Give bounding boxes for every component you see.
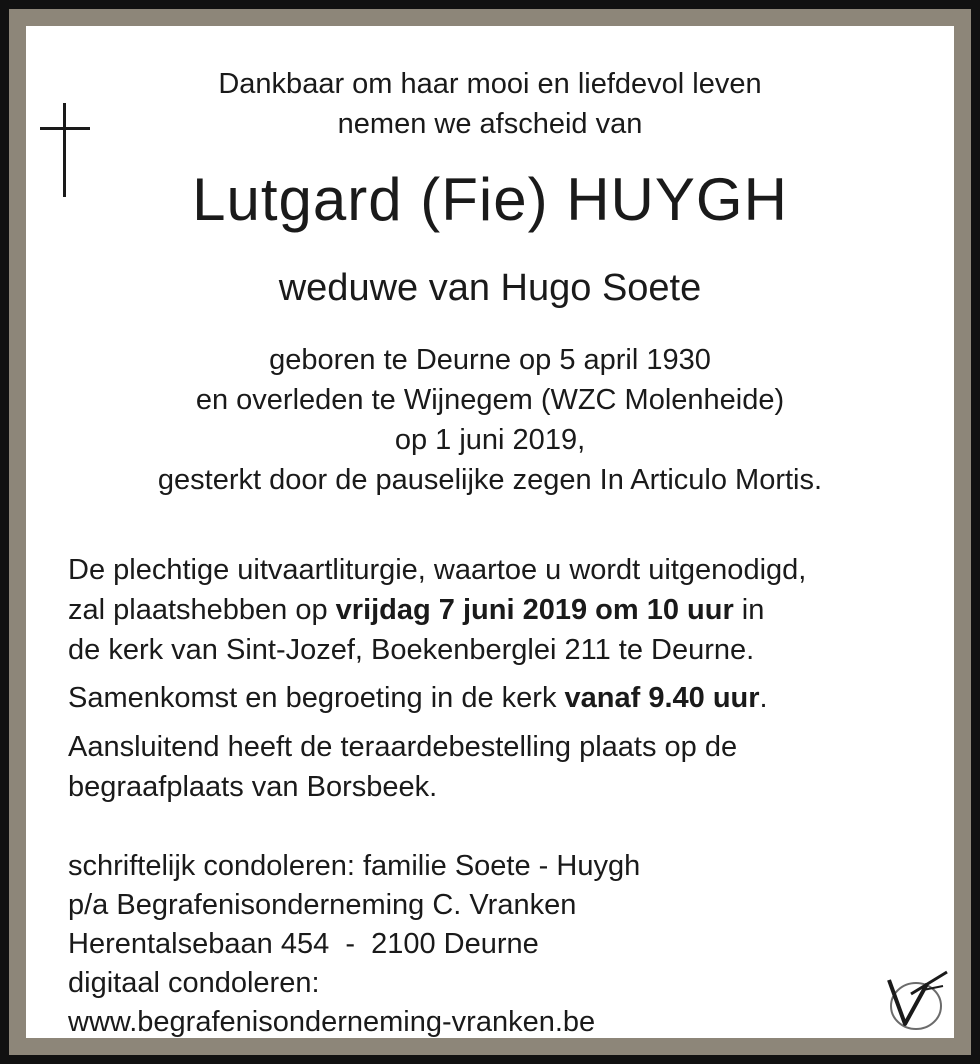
contact-line-4: digitaal condoleren:: [68, 967, 320, 999]
death-date-line: op 1 juni 2019,: [394, 424, 586, 456]
burial-line-2: begraafplaats van Borsbeek.: [68, 771, 438, 803]
funeral-line-2-suffix: in: [733, 594, 765, 626]
funeral-line-3: de kerk van Sint-Jozef, Boekenberglei 211 te Deurne.: [68, 634, 755, 666]
gathering-prefix: Samenkomst en begroeting in de kerk: [68, 682, 565, 714]
gathering-time: vanaf 9.40 uur: [564, 682, 760, 714]
intro-line-2: nemen we afscheid van: [337, 108, 643, 140]
gathering-paragraph: [68, 678, 948, 718]
funeral-datetime: vrijdag 7 juni 2019 om 10 uur: [335, 594, 734, 626]
funeral-line-2: [68, 590, 948, 630]
gathering-suffix: .: [759, 682, 768, 714]
funeral-line-1: De plechtige uitvaartliturgie, waartoe u wordt uitgenodigd,: [68, 554, 807, 586]
website-link[interactable]: www.begrafenisonderneming-vranken.be: [68, 1006, 596, 1038]
birth-line: geboren te Deurne op 5 april 1930: [269, 344, 711, 376]
funeral-line-2-prefix: zal plaatshebben op: [68, 594, 336, 626]
burial-line-1: Aansluitend heeft de teraardebestelling plaats op de: [68, 731, 738, 763]
intro-text: [0, 64, 980, 144]
contact-line-2: p/a Begrafenisonderneming C. Vranken: [68, 889, 577, 921]
contact-line-3: Herentalsebaan 454 - 2100 Deurne: [68, 928, 539, 960]
burial-paragraph: [68, 727, 948, 807]
death-line: en overleden te Wijnegem (WZC Molenheide): [195, 384, 785, 416]
deceased-name: Lutgard (Fie) HUYGH: [192, 166, 788, 233]
contact-block: [68, 847, 948, 1042]
funeral-paragraph: [68, 550, 948, 670]
intro-line-1: Dankbaar om haar mooi en liefdevol leven: [218, 68, 762, 100]
contact-line-1: schriftelijk condoleren: familie Soete - Huygh: [68, 850, 641, 882]
funeral-home-logo-icon: [883, 966, 953, 1036]
blessing-line: gesterkt door de pauselijke zegen In Articulo Mortis.: [157, 464, 823, 496]
life-dates: [0, 340, 980, 500]
spouse-line: weduwe van Hugo Soete: [278, 267, 702, 309]
